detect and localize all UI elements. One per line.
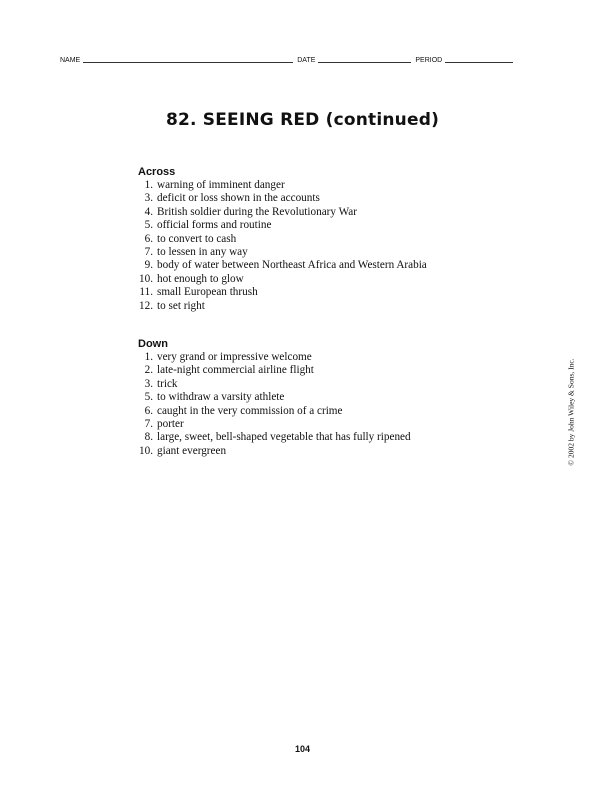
clue-number: 11. [139,286,153,299]
down-clue [138,405,411,418]
down-clue [138,418,411,431]
clue-number: 8. [144,431,153,444]
across-clue [138,300,427,313]
clue-text: trick [157,377,178,390]
down-section [138,338,411,458]
period-field[interactable] [445,55,513,63]
clue-text: giant evergreen [157,444,227,457]
clue-number: 2. [144,364,153,377]
clue-text: warning of imminent danger [157,179,285,191]
down-heading: Down [138,338,168,350]
clue-number: 10. [139,272,153,285]
across-clue [138,273,427,286]
clue-number: 7. [144,418,153,431]
clue-number: 5. [144,391,153,404]
down-clue [138,351,411,364]
down-clue [138,445,411,458]
clue-text: body of water between Northeast Africa and Western Arabia [157,259,427,272]
across-section [138,166,427,313]
clue-number: 1. [144,351,153,363]
clue-number: 12. [139,299,153,312]
clue-number: 6. [144,404,153,417]
clue-number: 9. [144,259,153,272]
copyright-notice: © 2002 by John Wiley & Sons, Inc. [566,358,576,466]
clue-number: 10. [139,444,153,457]
clue-number: 5. [144,219,153,232]
period-label: PERIOD [415,57,443,64]
clue-text: official forms and routine [157,219,272,232]
page-number: 104 [294,744,311,754]
across-heading: Across [138,166,176,178]
student-info-header [60,55,540,64]
down-clue [138,431,411,444]
clue-text: to lessen in any way [157,246,248,259]
clue-text: very grand or impressive welcome [157,351,312,363]
across-clue [138,206,427,219]
clue-text: small European thrush [157,286,258,299]
across-clue [138,259,427,272]
clue-text: deficit or loss shown in the accounts [157,192,320,205]
page-title: 82. SEEING RED (continued) [165,110,440,130]
clue-number: 4. [144,205,153,218]
clue-text: to convert to cash [157,232,237,245]
clue-text: British soldier during the Revolutionary War [157,205,357,218]
clue-number: 1. [144,179,153,191]
clue-number: 3. [144,192,153,205]
clue-number: 6. [144,232,153,245]
clue-text: hot enough to glow [157,272,244,285]
clue-number: 7. [144,246,153,259]
across-clue [138,179,427,192]
clue-text: late-night commercial airline flight [157,364,314,377]
clue-text: to set right [157,299,205,312]
across-clue [138,192,427,205]
clue-text: caught in the very commission of a crime [157,404,343,417]
across-clue [138,246,427,259]
down-clue [138,378,411,391]
clue-number: 3. [144,377,153,390]
across-clue [138,219,427,232]
clue-text: porter [157,418,184,431]
clue-text: to withdraw a varsity athlete [157,391,285,404]
across-clue-list [138,179,427,313]
across-clue [138,286,427,299]
date-label: DATE [297,57,316,64]
date-field[interactable] [318,55,411,63]
across-clue [138,233,427,246]
name-field[interactable] [83,55,293,63]
clue-text: large, sweet, bell-shaped vegetable that has fully ripened [157,431,411,444]
name-label: NAME [60,57,81,64]
down-clue [138,364,411,377]
down-clue [138,391,411,404]
down-clue-list [138,351,411,458]
